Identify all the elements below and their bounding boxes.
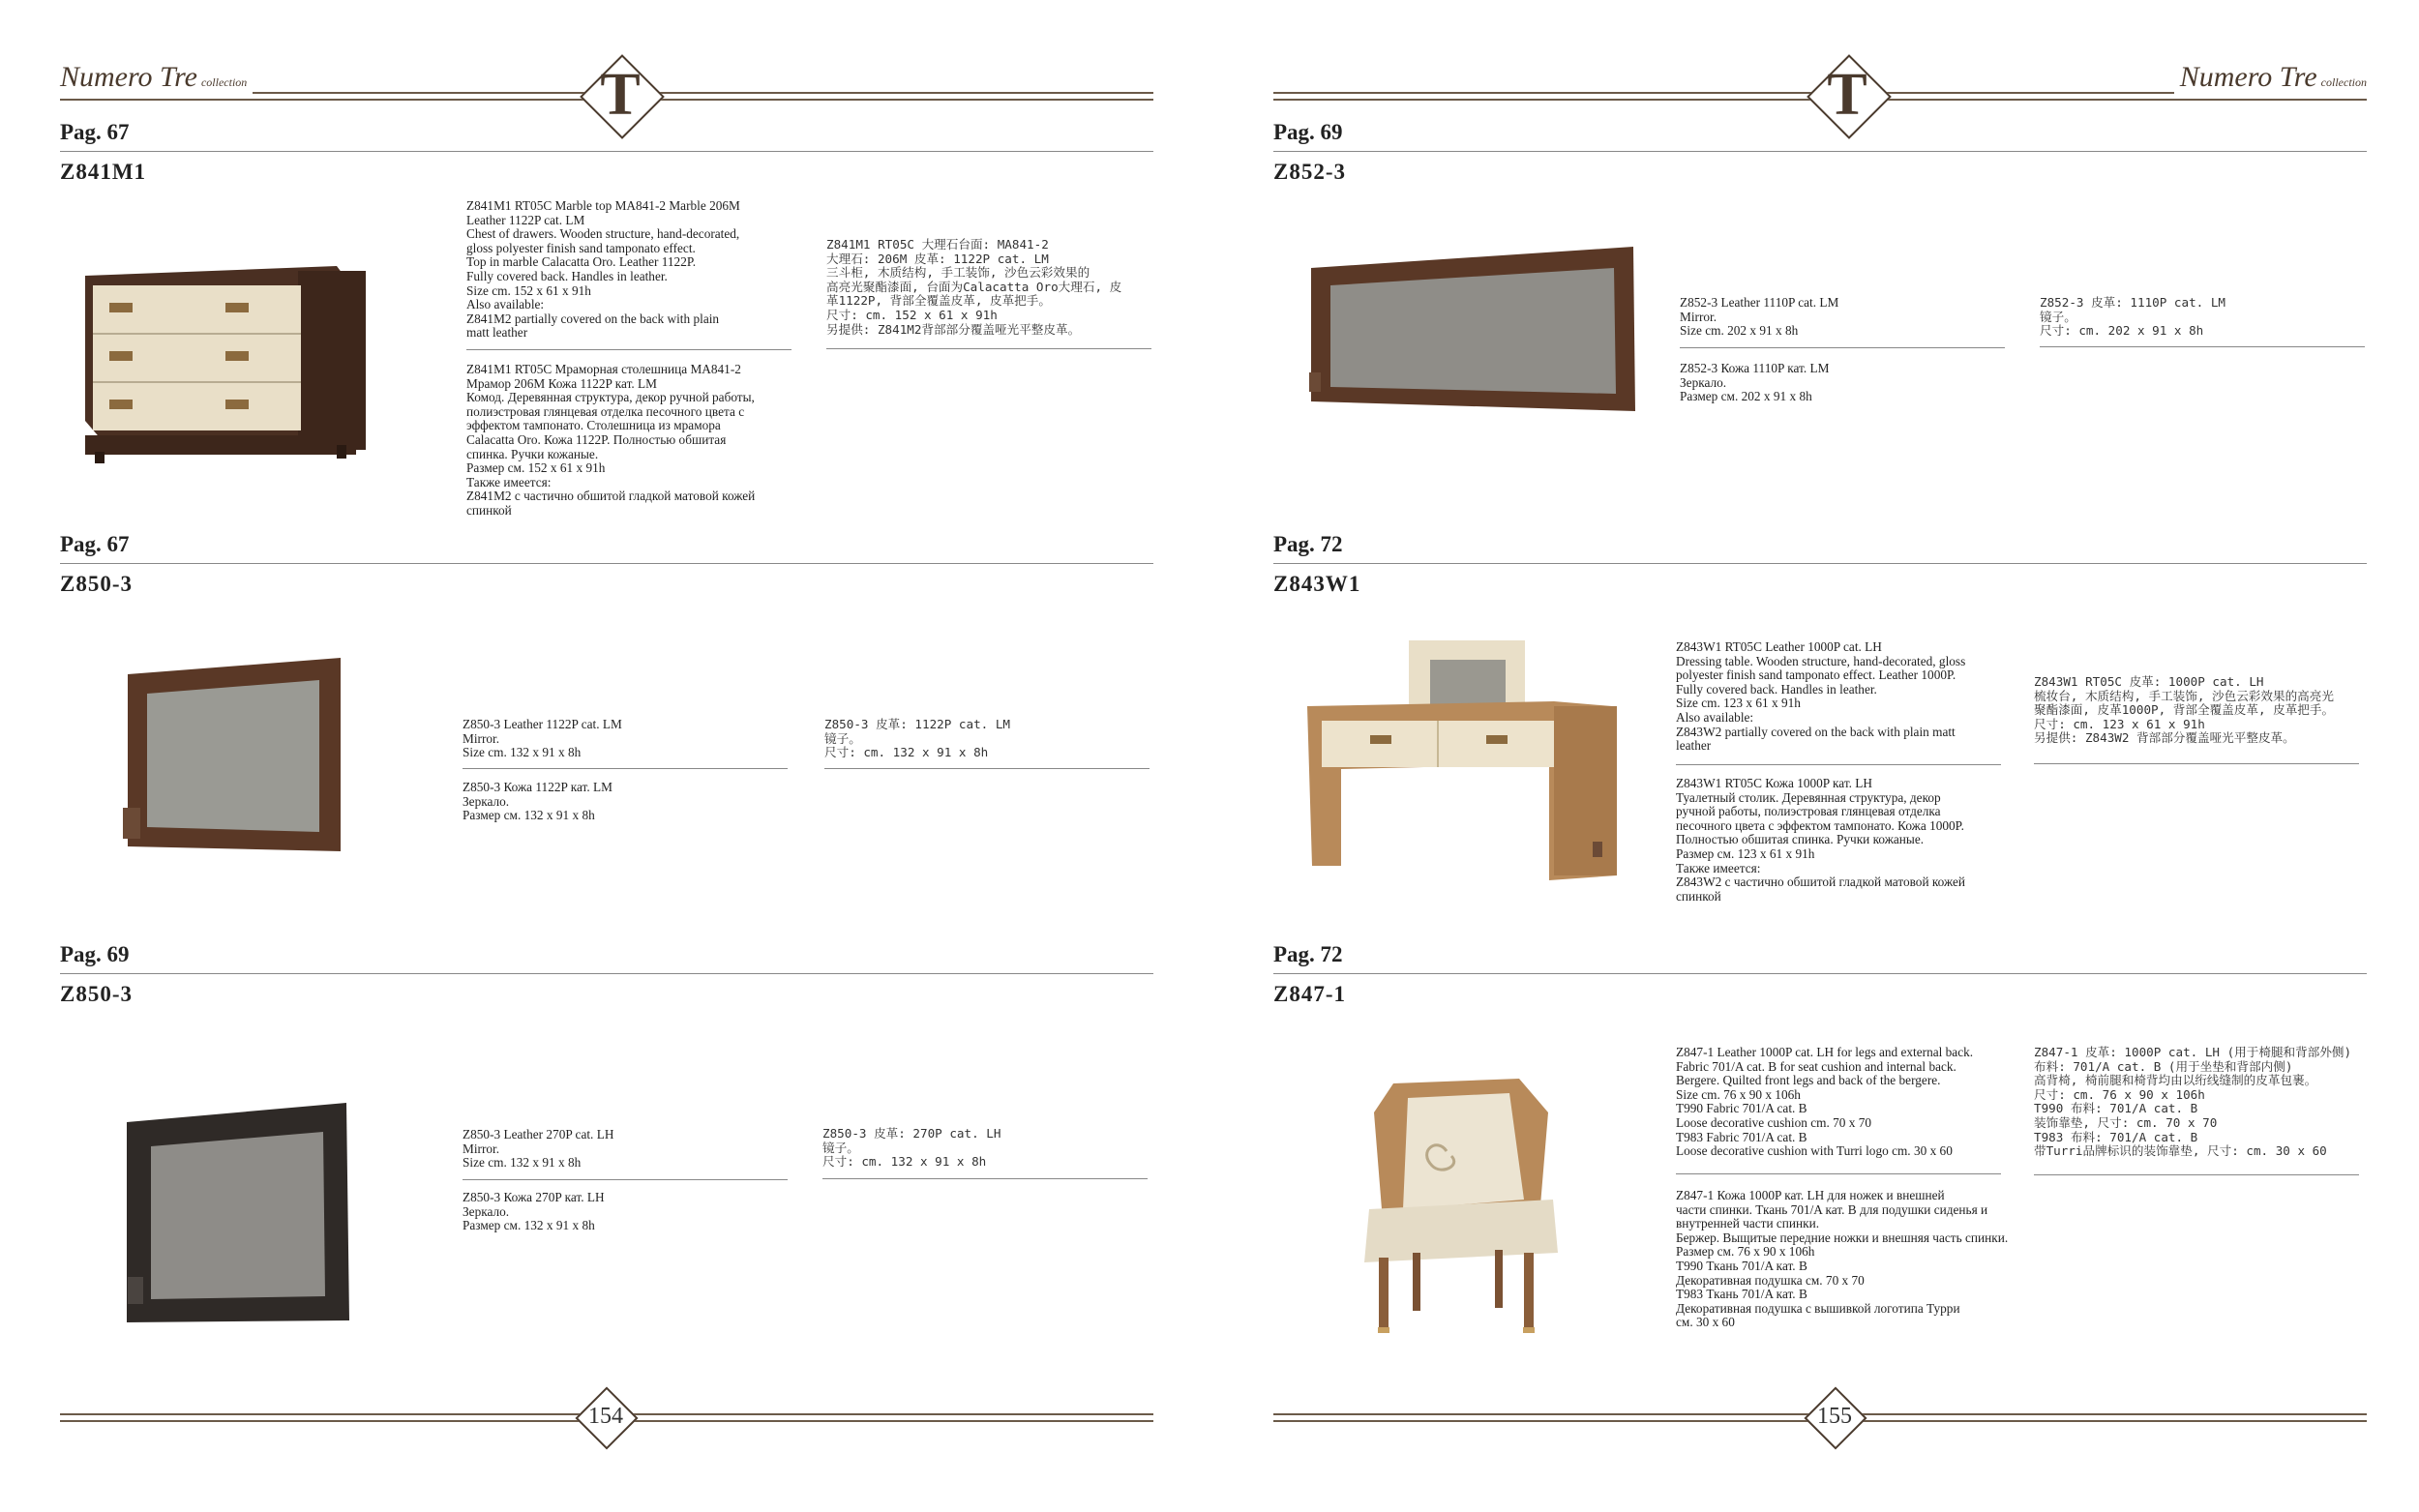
bergere-chair-image <box>1355 1074 1568 1340</box>
product-section <box>1273 532 2367 597</box>
description-russian: Z841M1 RT05C Мраморная столешница MA841-2 Мрамор 206M Кожа 1122P кат. LM Комод. Деревянная структура, декор ручной работы, полиэстровая глянцевая отделка песочного цвета с эффектом тампонато. Столешница из мрамора Calacatta Oro. Кожа 1122P. Полностью обшитая спинка. Ручки кожаные. Размер см. 152 x 61 x 91h Также имеется: Z841M2 с частично обшитой гладкой матовой кожей спинкой <box>466 362 756 518</box>
product-section <box>1273 942 2367 1007</box>
description-russian: Z847-1 Кожа 1000P кат. LH для ножек и внешней части спинки. Ткань 701/A кат. B для подушки сиденья и внутренней части спинки. Бержер. Выщитые передние ножки и внешняя часть спинки. Размер см. 76 x 90 x 106h T990 Ткань 701/A кат. B Декоративная подушка см. 70 x 70 T983 Ткань 701/A кат. B Декоративная подушка с вышивкой логотипа Турри см. 30 x 60 <box>1676 1188 2009 1330</box>
page-footer <box>1273 1393 2367 1461</box>
divider <box>60 973 1153 974</box>
divider <box>1273 563 2367 564</box>
description-russian: Z850-3 Кожа 270P кат. LH Зеркало. Размер см. 132 x 91 x 8h <box>463 1190 605 1233</box>
product-section <box>60 942 1153 1007</box>
product-code: Z850-3 <box>60 572 133 596</box>
description-english: Z843W1 RT05C Leather 1000P cat. LH Dressing table. Wooden structure, hand-decorated, gloss polyester finish sand tamponato effect. Leather 1000P. Fully covered back. Handles in leather. Size cm. 123 x 61 x 91h Also available: Z843W2 partially covered on the back with plain matt leather <box>1676 639 1966 754</box>
page-footer <box>60 1393 1153 1461</box>
chest-of-drawers-image <box>75 247 420 464</box>
page-reference: Pag. 72 <box>1273 942 1343 966</box>
description-english: Z847-1 Leather 1000P cat. LH for legs and external back. Fabric 701/A cat. B for seat cushion and internal back. Bergere. Quilted front legs and back of the bergere. Size cm. 76 x 90 x 106h T990 Fabric 701/A cat. B Loose decorative cushion cm. 70 x 70 T983 Fabric 701/A cat. B Loose decorative cushion with Turri logo cm. 30 x 60 <box>1676 1045 1974 1159</box>
page-reference: Pag. 69 <box>1273 120 1343 144</box>
description-chinese: Z850-3 皮革: 270P cat. LH 镜子。 尺寸: cm. 132 x 91 x 8h <box>822 1126 1001 1170</box>
divider <box>60 151 1153 152</box>
page-reference: Pag. 72 <box>1273 532 1343 556</box>
description-russian: Z852-3 Кожа 1110P кат. LM Зеркало. Размер см. 202 x 91 x 8h <box>1680 361 1830 404</box>
description-chinese: Z850-3 皮革: 1122P cat. LM 镜子。 尺寸: cm. 132 x 91 x 8h <box>824 717 1010 760</box>
product-code: Z843W1 <box>1273 572 1361 596</box>
mirror-image <box>122 1098 354 1330</box>
description-chinese: Z852-3 皮革: 1110P cat. LM 镜子。 尺寸: cm. 202 x 91 x 8h <box>2040 295 2225 339</box>
description-english: Z852-3 Leather 1110P cat. LM Mirror. Size cm. 202 x 91 x 8h <box>1680 295 1839 339</box>
page-reference: Pag. 67 <box>60 532 130 556</box>
page-reference: Pag. 67 <box>60 120 130 144</box>
product-section <box>60 532 1153 597</box>
product-code: Z850-3 <box>60 982 133 1006</box>
description-english: Z850-3 Leather 270P cat. LH Mirror. Size cm. 132 x 91 x 8h <box>463 1127 614 1171</box>
product-code: Z841M1 <box>60 160 147 184</box>
divider <box>60 563 1153 564</box>
product-section <box>1273 120 2367 185</box>
brand-logo: Numero Tre collection <box>60 61 253 94</box>
divider <box>1273 151 2367 152</box>
page-reference: Pag. 69 <box>60 942 130 966</box>
description-chinese: Z847-1 皮革: 1000P cat. LH (用于椅腿和背部外侧) 布料: 701/A cat. B (用于坐垫和背部内侧) 高背椅, 椅前腿和椅背均由以绗线缝制的皮革包裹。 尺寸: cm. 76 x 90 x 106h T990 布料: 701/A cat. B 装饰靠垫, 尺寸: cm. 70 x 70 T983 布料: 701/A cat. B 带Turri品牌标识的装饰靠垫, 尺寸: cm. 30 x 60 <box>2034 1045 2352 1159</box>
description-english: Z841M1 RT05C Marble top MA841-2 Marble 206M Leather 1122P cat. LM Chest of drawers. Wooden structure, hand-decorated, gloss polyester finish sand tamponato effect. Top in marble Calacatta Oro. Leather 1122P. Fully covered back. Handles in leather. Size cm. 152 x 61 x 91h Also available: Z841M2 partially covered on the back with plain matt leather <box>466 198 740 341</box>
page-number: 155 <box>1806 1388 1864 1446</box>
product-code: Z852-3 <box>1273 160 1346 184</box>
product-code: Z847-1 <box>1273 982 1346 1006</box>
product-section <box>60 120 1153 185</box>
description-english: Z850-3 Leather 1122P cat. LM Mirror. Size cm. 132 x 91 x 8h <box>463 717 622 760</box>
description-russian: Z843W1 RT05C Кожа 1000P кат. LH Туалетный столик. Деревянная структура, декор ручной работы, полиэстровая глянцевая отделка песочного цвета с эффектом тампонато. Кожа 1000P. Полностью обшитая спинка. Ручки кожаные. Размер см. 123 x 61 x 91h Также имеется: Z843W2 с частично обшитой гладкой матовой кожей спинкой <box>1676 776 1966 904</box>
description-russian: Z850-3 Кожа 1122P кат. LM Зеркало. Размер см. 132 x 91 x 8h <box>463 780 612 823</box>
t-emblem-icon: T <box>581 55 660 134</box>
mirror-image <box>118 653 350 861</box>
page-number: 154 <box>577 1388 635 1446</box>
mirror-image <box>1306 247 1640 421</box>
description-chinese: Z843W1 RT05C 皮革: 1000P cat. LH 梳妆台, 木质结构, 手工装饰, 沙色云彩效果的高亮光 聚酯漆面, 皮革1000P, 背部全覆盖皮革, 皮革把手。 尺寸: cm. 123 x 61 x 91h 另提供: Z843W2 背部部分覆盖哑光平整皮革。 <box>2034 674 2335 746</box>
description-chinese: Z841M1 RT05C 大理石台面: MA841-2 大理石: 206M 皮革: 1122P cat. LM 三斗柜, 木质结构, 手工装饰, 沙色云彩效果的 高亮光聚酯漆面, 台面为Calacatta Oro大理石, 皮 革1122P, 背部全覆盖皮革, 皮革把手。 尺寸: cm. 152 x 61 x 91h 另提供: Z841M2背部部分覆盖哑光平整皮革。 <box>826 237 1122 337</box>
brand-logo: Numero Tre collection <box>2174 61 2367 94</box>
t-emblem-icon: T <box>1807 55 1887 134</box>
divider <box>1273 973 2367 974</box>
right-page <box>1210 0 2419 1512</box>
dressing-table-image <box>1302 638 1622 880</box>
